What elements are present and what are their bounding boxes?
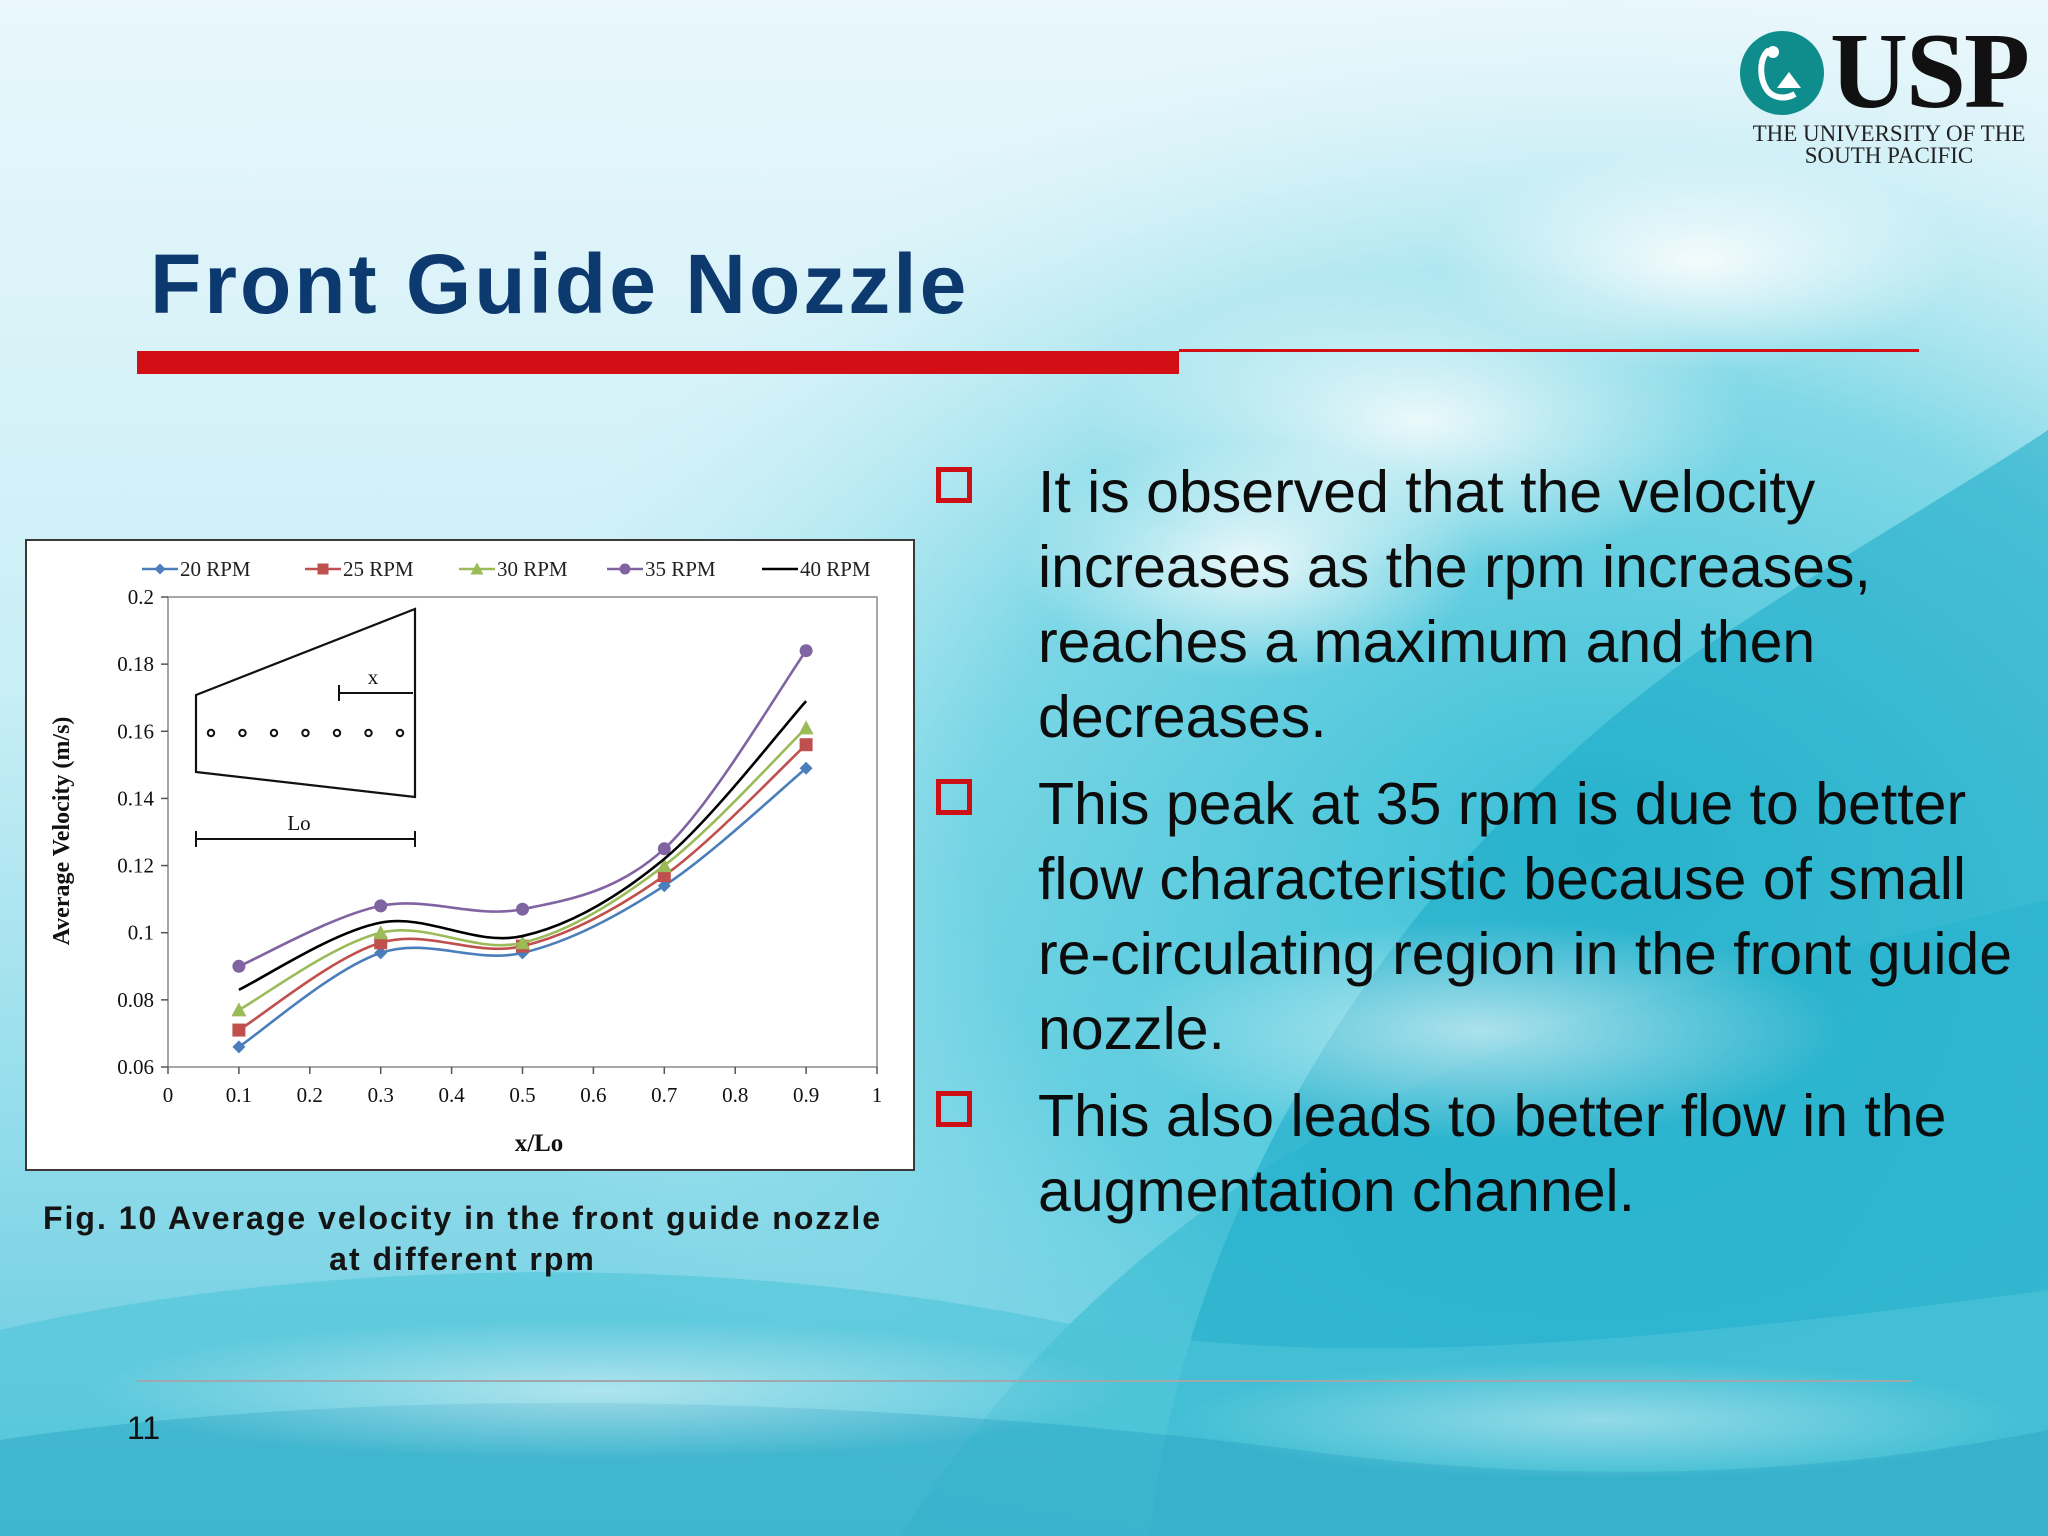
data-point-circle <box>374 899 387 912</box>
x-tick-label: 0.1 <box>225 1083 253 1107</box>
legend-entry <box>305 557 414 581</box>
data-point-square <box>318 564 329 575</box>
data-point-circle <box>232 960 245 973</box>
x-tick-label: 0.4 <box>438 1083 465 1107</box>
hollow-square-bullet-icon <box>936 467 972 503</box>
bullet-text: This also leads to better flow in the augmentation channel. <box>1038 1083 1947 1224</box>
y-axis-label: Average Velocity (m/s) <box>49 716 75 946</box>
x-tick-label: 0.2 <box>296 1083 323 1107</box>
y-tick-label: 0.2 <box>127 585 154 609</box>
usp-emblem-icon <box>1737 28 1827 118</box>
data-point-triangle <box>799 720 814 734</box>
y-tick-label: 0.08 <box>117 987 154 1012</box>
bullet-item <box>936 1079 2016 1229</box>
bullet-item <box>936 767 2016 1067</box>
data-point-triangle <box>231 1002 246 1016</box>
figure-caption-line1: Fig. 10 Average velocity in the front guide nozzle <box>42 1200 883 1236</box>
x-tick-label: 0.5 <box>509 1083 536 1107</box>
nozzle-inset-diagram <box>196 609 415 847</box>
x-tick-label: 0.8 <box>722 1083 749 1107</box>
length-marker-label: Lo <box>287 811 311 835</box>
inset-probe-point <box>302 730 308 736</box>
hollow-square-bullet-icon <box>936 1091 972 1127</box>
data-point-diamond <box>155 564 166 575</box>
data-point-square <box>232 1024 245 1037</box>
logo-wordmark: USP <box>1830 12 2029 131</box>
bullet-list <box>936 455 2016 1241</box>
slide-title: Front Guide Nozzle <box>150 237 970 331</box>
legend-entry <box>762 557 871 581</box>
velocity-chart <box>27 541 913 1169</box>
y-tick-label: 0.16 <box>117 719 154 744</box>
inset-probe-point <box>271 730 277 736</box>
bullet-text: It is observed that the velocity increases as the rpm increases, reaches a maximum and then decreases. <box>1038 459 1871 750</box>
x-tick-label: 0.7 <box>651 1083 678 1107</box>
data-point-circle <box>516 903 529 916</box>
chart-frame <box>25 539 915 1171</box>
legend-label: 20 RPM <box>180 557 251 581</box>
y-tick-label: 0.12 <box>117 853 154 878</box>
legend-label: 40 RPM <box>800 557 871 581</box>
x-tick-label: 0.9 <box>792 1083 820 1107</box>
page-number: 11 <box>127 1410 161 1446</box>
x-marker-label: x <box>367 665 379 689</box>
legend-label: 35 RPM <box>645 557 716 581</box>
inset-probe-point <box>239 730 245 736</box>
hollow-square-bullet-icon <box>936 779 972 815</box>
series-30-rpm <box>231 720 813 1016</box>
y-tick-label: 0.1 <box>127 920 154 945</box>
legend-label: 30 RPM <box>497 557 568 581</box>
x-axis-label: x/Lo <box>514 1130 564 1157</box>
y-tick-label: 0.18 <box>117 652 154 677</box>
title-underline-thick <box>137 351 1179 374</box>
legend-label: 25 RPM <box>343 557 414 581</box>
inset-probe-point <box>208 730 214 736</box>
logo-subtitle-line2: SOUTH PACIFIC <box>1804 143 1974 168</box>
inset-probe-point <box>365 730 371 736</box>
y-tick-label: 0.14 <box>117 786 154 811</box>
inset-probe-point <box>334 730 340 736</box>
y-tick-label: 0.06 <box>117 1055 154 1079</box>
figure-caption <box>10 1198 915 1280</box>
inset-probe-point <box>397 730 403 736</box>
x-tick-label: 0 <box>162 1083 174 1107</box>
footer-divider <box>137 1380 1912 1382</box>
title-underline-thin <box>1179 349 1919 352</box>
legend-entry <box>607 557 716 581</box>
data-point-circle <box>800 644 813 657</box>
plot-area <box>168 597 877 1067</box>
legend-entry <box>459 557 568 581</box>
bullet-text: This peak at 35 rpm is due to better flow characteristic because of small re-circulating region in the front guide nozzle. <box>1038 771 2013 1062</box>
series-line <box>239 651 806 967</box>
x-tick-label: 0.6 <box>580 1083 607 1107</box>
x-tick-label: 1 <box>871 1083 883 1107</box>
series-35-rpm <box>232 644 812 973</box>
figure-caption-line2: at different rpm <box>329 1241 596 1277</box>
bullet-item <box>936 455 2016 755</box>
data-point-circle <box>620 564 631 575</box>
nozzle-outline <box>196 609 415 797</box>
legend-entry <box>142 557 251 581</box>
x-tick-label: 0.3 <box>367 1083 394 1107</box>
logo-subtitle-line1: THE UNIVERSITY OF THE <box>1752 121 2026 146</box>
series-25-rpm <box>232 738 812 1036</box>
series-line <box>239 728 806 1010</box>
data-point-square <box>800 738 813 751</box>
